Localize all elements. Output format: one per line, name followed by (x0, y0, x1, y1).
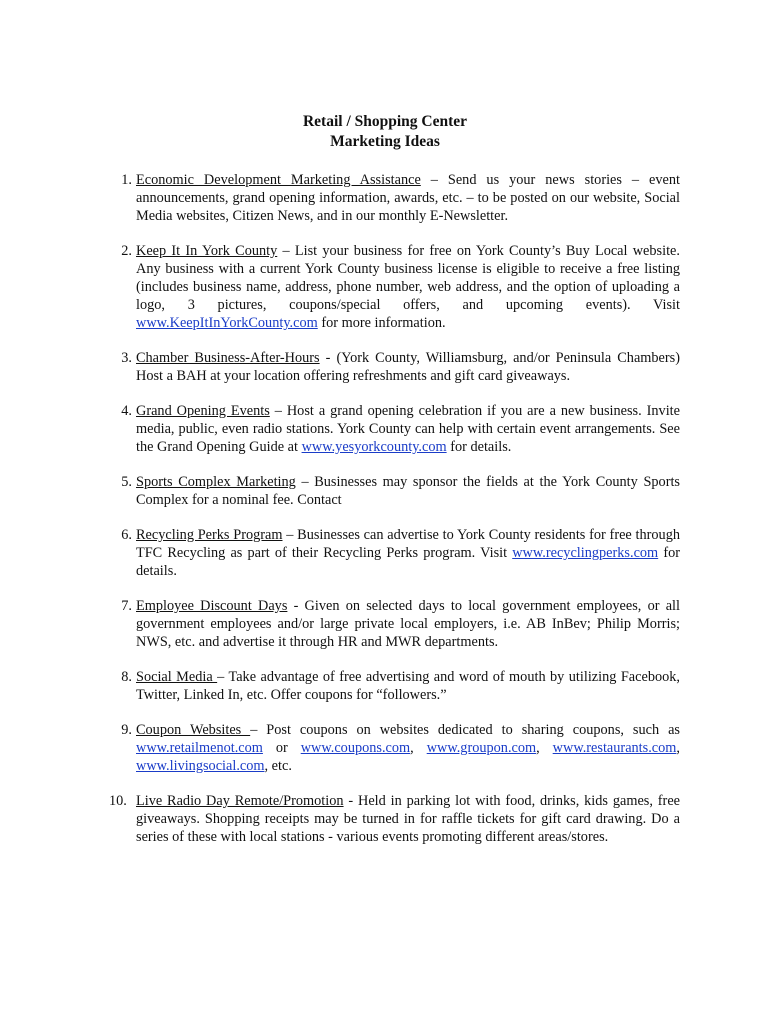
item-heading: Chamber Business-After-Hours (136, 350, 320, 366)
item-number: 1. (121, 172, 132, 188)
item-number: 3. (121, 350, 132, 366)
groupon-link[interactable]: www.groupon.com (426, 740, 537, 756)
item-text-comma: , (410, 740, 427, 756)
list-item (121, 721, 680, 775)
document-title (0, 112, 770, 152)
item-number: 10. (109, 793, 127, 809)
item-number: 8. (121, 669, 132, 685)
recyclingperks-link[interactable]: www.recyclingperks.com (512, 545, 659, 561)
item-text: – Host a grand opening celebration if you are a new business. Invite media, public, even radio stations. York County can help with certain event arrangements. See the Grand Opening Guide at (136, 403, 680, 455)
item-heading: Sports Complex Marketing (136, 474, 296, 490)
item-text: – Businesses can advertise to York County residents for free through TFC Recycling as part of their Recycling Perks program. Visit (136, 527, 681, 561)
item-text: – Businesses may sponsor the fields at the York County Sports Complex for a nominal fee. Contact (136, 474, 680, 508)
title-line-2: Marketing Ideas (330, 133, 440, 150)
item-text: – Take advantage of free advertising and word of mouth by utilizing Facebook, Twitter, Linked In, etc. Offer coupons for “followers.” (136, 669, 680, 703)
coupons-link[interactable]: www.coupons.com (300, 740, 411, 756)
item-heading: Coupon Websites (136, 722, 251, 738)
retailmenot-link[interactable]: www.retailmenot.com (136, 740, 263, 756)
item-text-etc: , etc. (264, 758, 292, 774)
item-text: – List your business for free on York County’s Buy Local website. Any business with a current York County business license is eligible to receive a free listing (includes business name, address, phone number, web address, and the option of uploading a logo, 3 pictures, coupons/special offers, and upcoming events). Visit (136, 243, 680, 313)
item-number: 7. (121, 598, 132, 614)
list-item (121, 349, 680, 385)
item-text: – Post coupons on websites dedicated to sharing coupons, such as (250, 722, 680, 738)
item-number: 5. (121, 474, 132, 490)
item-text-comma: , (676, 740, 680, 756)
item-heading: Live Radio Day Remote/Promotion (136, 793, 344, 809)
list-item (121, 597, 680, 651)
item-text-or: or (262, 740, 301, 756)
item-text: – Send us your news stories – event announcements, grand opening information, awards, etc. – to be posted on our website, Social Media websites, Citizen News, and in our monthly E-Newsletter. (136, 172, 680, 224)
restaurants-link[interactable]: www.restaurants.com (552, 740, 677, 756)
item-number: 4. (121, 403, 132, 419)
list-item (121, 526, 681, 580)
item-heading: Keep It In York County (136, 243, 278, 259)
keepitinyorkcounty-link[interactable]: www.KeepItInYorkCounty.com (136, 315, 318, 331)
item-heading: Employee Discount Days (136, 598, 288, 614)
item-text: - Given on selected days to local government employees, or all government employees and/or large private local employers, i.e. AB InBev; Philip Morris; NWS, etc. and advertise it through HR and MWR departments. (136, 598, 680, 650)
item-heading: Recycling Perks Program (136, 527, 283, 543)
item-heading: Grand Opening Events (136, 403, 270, 419)
item-text: - (York County, Williamsburg, and/or Peninsula Chambers) Host a BAH at your location offering refreshments and gift card giveaways. (136, 350, 680, 384)
item-number: 6. (121, 527, 132, 543)
livingsocial-link[interactable]: www.livingsocial.com (136, 758, 265, 774)
list-item (109, 792, 681, 846)
item-number: 9. (121, 722, 132, 738)
item-text: - Held in parking lot with food, drinks, kids games, free giveaways. Shopping receipts may be turned in for raffle tickets for gift card drawing. Do a series of these with local stations - various events promoting different areas/stores. (136, 793, 681, 845)
list-item (121, 668, 680, 704)
list-item (121, 171, 680, 225)
item-text-tail: for more information. (317, 315, 446, 331)
item-heading: Social Media (136, 669, 218, 685)
item-text-tail: for details. (136, 545, 680, 579)
list-item (121, 242, 680, 332)
item-text-comma: , (536, 740, 553, 756)
marketing-ideas-list (0, 171, 770, 863)
title-line-1: Retail / Shopping Center (302, 113, 468, 130)
list-item (121, 402, 680, 456)
item-number: 2. (121, 243, 132, 259)
list-item (121, 473, 680, 509)
item-heading: Economic Development Marketing Assistance (136, 172, 421, 188)
yesyorkcounty-link[interactable]: www.yesyorkcounty.com (301, 439, 447, 455)
item-text-tail: for details. (446, 439, 512, 455)
